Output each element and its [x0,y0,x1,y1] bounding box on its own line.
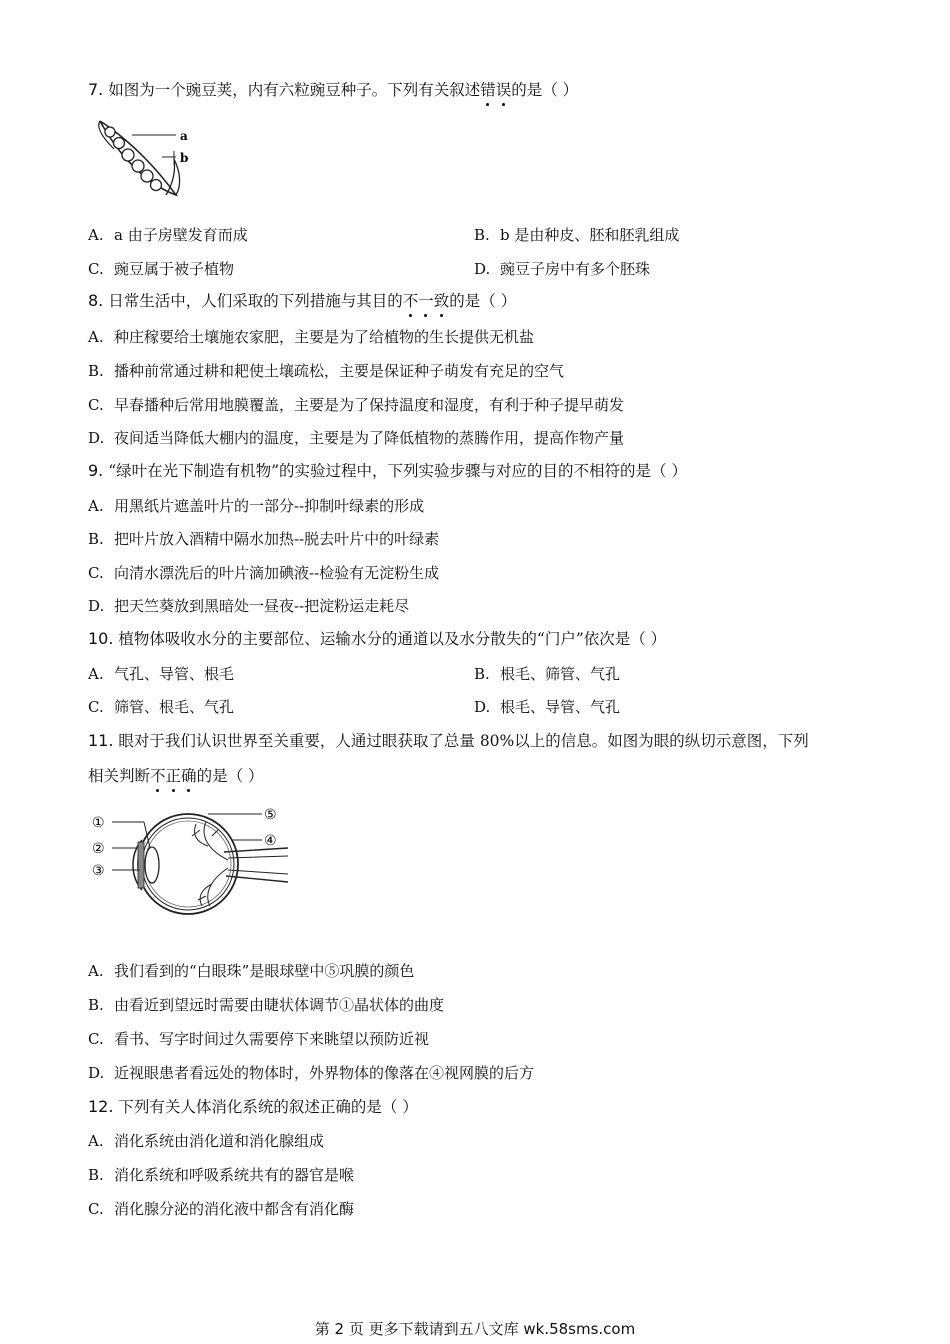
figure-label-4: ④ [264,833,277,849]
option-c[interactable]: C. 筛管、根毛、气孔 [88,698,235,716]
question-number: 10. [88,629,114,648]
option-d[interactable]: D. 近视眼患者看远处的物体时，外界物体的像落在④视网膜的后方 [88,1064,535,1082]
question-text: 下列有关人体消化系统的叙述正确的是（ ） [118,1098,418,1116]
question-text-tail: 的是（ ） [449,292,517,310]
figure-label-2: ② [92,841,105,857]
emphasis-char: 不 [150,767,166,785]
figure-label-a: a [180,129,188,143]
emphasis-char: 一 [418,292,434,310]
option-b[interactable]: B. 消化系统和呼吸系统共有的器官是喉 [88,1166,355,1184]
figure-label-1: ① [92,815,105,831]
question-8-stem [88,291,516,311]
question-text: 眼对于我们认识世界至关重要，人通过眼获取了总量 80%以上的信息。如图为眼的纵切示意图，下列 [118,732,809,750]
option-c[interactable]: C. 向清水漂洗后的叶片滴加碘液--检验有无淀粉生成 [88,564,440,582]
option-b[interactable]: B. 根毛、筛管、气孔 [474,665,621,683]
pea-pod-figure [94,115,194,203]
question-text: 如图为一个豌豆荚，内有六粒豌豆种子。下列有关叙述 [108,81,481,99]
option-b[interactable]: B. b 是由种皮、胚和胚乳组成 [474,226,680,244]
emphasis-char: 误 [495,81,512,99]
question-number: 8. [88,291,104,310]
question-10-stem [88,629,666,649]
question-number: 12. [88,1097,114,1116]
option-b[interactable]: B. 把叶片放入酒精中隔水加热--脱去叶片中的叶绿素 [88,530,440,548]
page-footer[interactable]: 第 2 页 更多下载请到五八文库 wk.58sms.com [314,1320,636,1338]
emphasis-char: 正 [165,767,182,785]
question-7-stem [88,80,578,100]
option-a[interactable]: A. a 由子房壁发育而成 [88,226,248,244]
question-number: 9. [88,461,104,480]
option-d[interactable]: D. 夜间适当降低大棚内的温度，主要是为了降低植物的蒸腾作用，提高作物产量 [88,429,625,447]
question-text-tail: 的是（ ） [196,767,264,785]
option-c[interactable]: C. 消化腺分泌的消化液中都含有消化酶 [88,1200,355,1218]
figure-label-3: ③ [92,863,105,879]
question-12-stem [88,1097,418,1117]
figure-label-b: b [180,151,189,165]
option-c[interactable]: C. 早春播种后常用地膜覆盖，主要是为了保持温度和湿度，有利于种子提早萌发 [88,396,625,414]
option-a[interactable]: A. 消化系统由消化道和消化腺组成 [88,1132,325,1150]
option-d[interactable]: D. 豌豆子房中有多个胚珠 [474,260,651,278]
option-b[interactable]: B. 播种前常通过耕和耙使土壤疏松，主要是保证种子萌发有充足的空气 [88,362,565,380]
question-text-tail: 的是（ ） [511,81,579,99]
option-d[interactable]: D. 把天竺葵放到黑暗处一昼夜--把淀粉运走耗尽 [88,597,410,615]
option-c[interactable]: C. 豌豆属于被子植物 [88,260,235,278]
question-text: 日常生活中，人们采取的下列措施与其目的 [108,292,403,310]
question-text: 相关判断 [88,767,151,785]
option-b[interactable]: B. 由看近到望远时需要由睫状体调节①晶状体的曲度 [88,996,445,1014]
option-a[interactable]: A. 种庄稼要给土壤施农家肥，主要是为了给植物的生长提供无机盐 [88,328,535,346]
option-d[interactable]: D. 根毛、导管、气孔 [474,698,621,716]
question-number: 11. [88,731,114,750]
question-number: 7. [88,80,104,99]
option-a[interactable]: A. 用黑纸片遮盖叶片的一部分--抑制叶绿素的形成 [88,497,425,515]
emphasis-char: 错 [480,81,496,99]
question-text: “绿叶在光下制造有机物”的实验过程中，下列实验步骤与对应的目的不相符的是（ ） [108,462,687,480]
figure-label-5: ⑤ [264,807,277,823]
eye-section-figure [88,800,298,920]
emphasis-char: 确 [181,767,197,785]
question-text: 植物体吸收水分的主要部位、运输水分的通道以及水分散失的“门户”依次是（ ） [118,630,667,648]
question-9-stem [88,461,687,481]
option-a[interactable]: A. 我们看到的“白眼珠”是眼球壁中⑤巩膜的颜色 [88,962,415,980]
emphasis-char: 不 [402,292,419,310]
option-a[interactable]: A. 气孔、导管、根毛 [88,665,235,683]
emphasis-char: 致 [433,292,450,310]
option-c[interactable]: C. 看书、写字时间过久需要停下来眺望以预防近视 [88,1030,430,1048]
question-11-stem-line2 [88,766,264,786]
question-11-stem [88,731,809,751]
